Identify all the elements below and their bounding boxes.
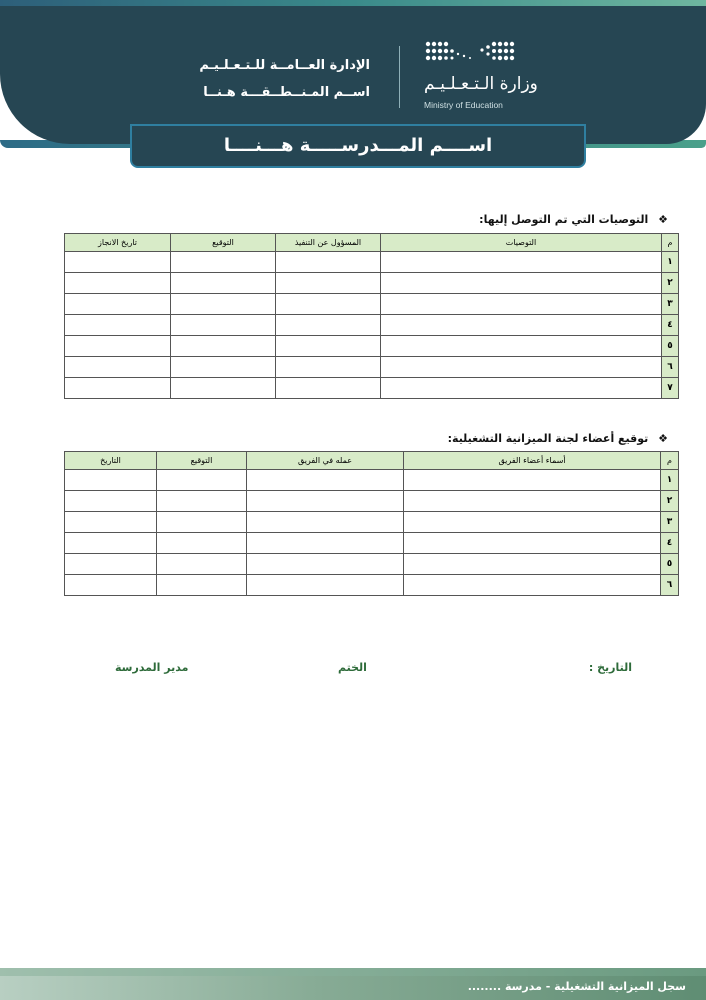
cell[interactable] — [65, 378, 171, 399]
table-row — [65, 357, 679, 378]
cell[interactable] — [404, 491, 661, 512]
cell[interactable] — [276, 357, 381, 378]
cell[interactable] — [404, 470, 661, 491]
cell[interactable] — [171, 294, 276, 315]
stamp-label: الختم — [338, 661, 367, 674]
cell[interactable] — [65, 575, 157, 596]
table-row — [65, 491, 679, 512]
cell[interactable] — [157, 554, 247, 575]
cell[interactable] — [381, 336, 662, 357]
cell[interactable] — [65, 554, 157, 575]
table-row — [65, 533, 679, 554]
table-row — [65, 273, 679, 294]
ministry-logo-icon — [424, 40, 520, 70]
row-number: ١ — [662, 252, 679, 273]
committee-title — [448, 432, 668, 445]
table-row — [65, 315, 679, 336]
table-row — [65, 294, 679, 315]
cell[interactable] — [381, 273, 662, 294]
table-header-row — [65, 452, 679, 470]
cell[interactable] — [404, 533, 661, 554]
recommendations-table — [64, 233, 679, 399]
header-divider — [399, 46, 400, 108]
col-responsible: المسؤول عن التنفيذ — [276, 234, 381, 252]
region-name: اســم المـنــطــقـــة هـنــا — [203, 85, 370, 100]
cell[interactable] — [404, 575, 661, 596]
col-completion-date: تاريخ الانجاز — [65, 234, 171, 252]
cell[interactable] — [171, 336, 276, 357]
cell[interactable] — [157, 470, 247, 491]
col-number: م — [661, 452, 679, 470]
col-member-role: عمله في الفريق — [247, 452, 404, 470]
cell[interactable] — [247, 491, 404, 512]
table-row — [65, 554, 679, 575]
cell[interactable] — [171, 357, 276, 378]
school-name-box: اســــم المـــدرســـــة هـــنــــا — [130, 124, 586, 168]
cell[interactable] — [171, 378, 276, 399]
diamond-bullet-icon: ❖ — [658, 432, 668, 445]
cell[interactable] — [65, 470, 157, 491]
admin-title: الإدارة العــامــة للـتـعـلـيـم — [199, 58, 370, 73]
col-recommendations: التوصيات — [381, 234, 662, 252]
cell[interactable] — [65, 336, 171, 357]
row-number: ٢ — [662, 273, 679, 294]
cell[interactable] — [276, 252, 381, 273]
table-header-row — [65, 234, 679, 252]
ministry-name-en: Ministry of Education — [424, 100, 503, 110]
cell[interactable] — [276, 315, 381, 336]
cell[interactable] — [276, 336, 381, 357]
cell[interactable] — [247, 554, 404, 575]
cell[interactable] — [381, 378, 662, 399]
cell[interactable] — [65, 315, 171, 336]
recommendations-title-text: التوصيات التي تم التوصل إليها: — [479, 213, 649, 226]
admin-block — [199, 58, 370, 100]
row-number: ٤ — [662, 315, 679, 336]
table-row — [65, 512, 679, 533]
cell[interactable] — [276, 378, 381, 399]
col-signature: التوقيع — [171, 234, 276, 252]
cell[interactable] — [65, 357, 171, 378]
cell[interactable] — [171, 315, 276, 336]
cell[interactable] — [247, 512, 404, 533]
table-row — [65, 336, 679, 357]
committee-table — [64, 451, 679, 596]
ministry-name-ar: وزارة الـتـعـلـيـم — [424, 74, 538, 94]
col-signature: التوقيع — [157, 452, 247, 470]
cell[interactable] — [404, 554, 661, 575]
row-number: ٦ — [661, 575, 679, 596]
cell[interactable] — [157, 533, 247, 554]
col-number: م — [662, 234, 679, 252]
row-number: ٥ — [661, 554, 679, 575]
row-number: ٢ — [661, 491, 679, 512]
cell[interactable] — [157, 575, 247, 596]
cell[interactable] — [65, 491, 157, 512]
cell[interactable] — [381, 357, 662, 378]
table-row — [65, 378, 679, 399]
footer-text: سجل الميزانية التشغيلية - مدرسة ........ — [467, 980, 686, 993]
cell[interactable] — [404, 512, 661, 533]
footer-stripe — [0, 968, 706, 976]
cell[interactable] — [381, 294, 662, 315]
cell[interactable] — [65, 252, 171, 273]
col-date: التاريخ — [65, 452, 157, 470]
cell[interactable] — [276, 294, 381, 315]
table-row — [65, 470, 679, 491]
row-number: ٥ — [662, 336, 679, 357]
recommendations-title — [479, 213, 668, 226]
row-number: ١ — [661, 470, 679, 491]
cell[interactable] — [65, 294, 171, 315]
cell[interactable] — [65, 512, 157, 533]
table-row — [65, 575, 679, 596]
date-label: التاريخ : — [588, 661, 632, 674]
cell[interactable] — [157, 491, 247, 512]
cell[interactable] — [247, 470, 404, 491]
row-number: ٦ — [662, 357, 679, 378]
diamond-bullet-icon: ❖ — [658, 213, 668, 226]
row-number: ٧ — [662, 378, 679, 399]
cell[interactable] — [247, 533, 404, 554]
cell[interactable] — [171, 273, 276, 294]
cell[interactable] — [381, 315, 662, 336]
cell[interactable] — [171, 252, 276, 273]
cell[interactable] — [381, 252, 662, 273]
principal-label: مدير المدرسة — [115, 661, 189, 674]
cell[interactable] — [276, 273, 381, 294]
cell[interactable] — [157, 512, 247, 533]
cell[interactable] — [65, 273, 171, 294]
committee-title-text: توقيع أعضاء لجنة الميزانية التشغيلية: — [447, 432, 649, 445]
row-number: ٣ — [661, 512, 679, 533]
row-number: ٤ — [661, 533, 679, 554]
row-number: ٣ — [662, 294, 679, 315]
cell[interactable] — [65, 533, 157, 554]
cell[interactable] — [247, 575, 404, 596]
table-row — [65, 252, 679, 273]
col-member-names: أسماء أعضاء الفريق — [404, 452, 661, 470]
